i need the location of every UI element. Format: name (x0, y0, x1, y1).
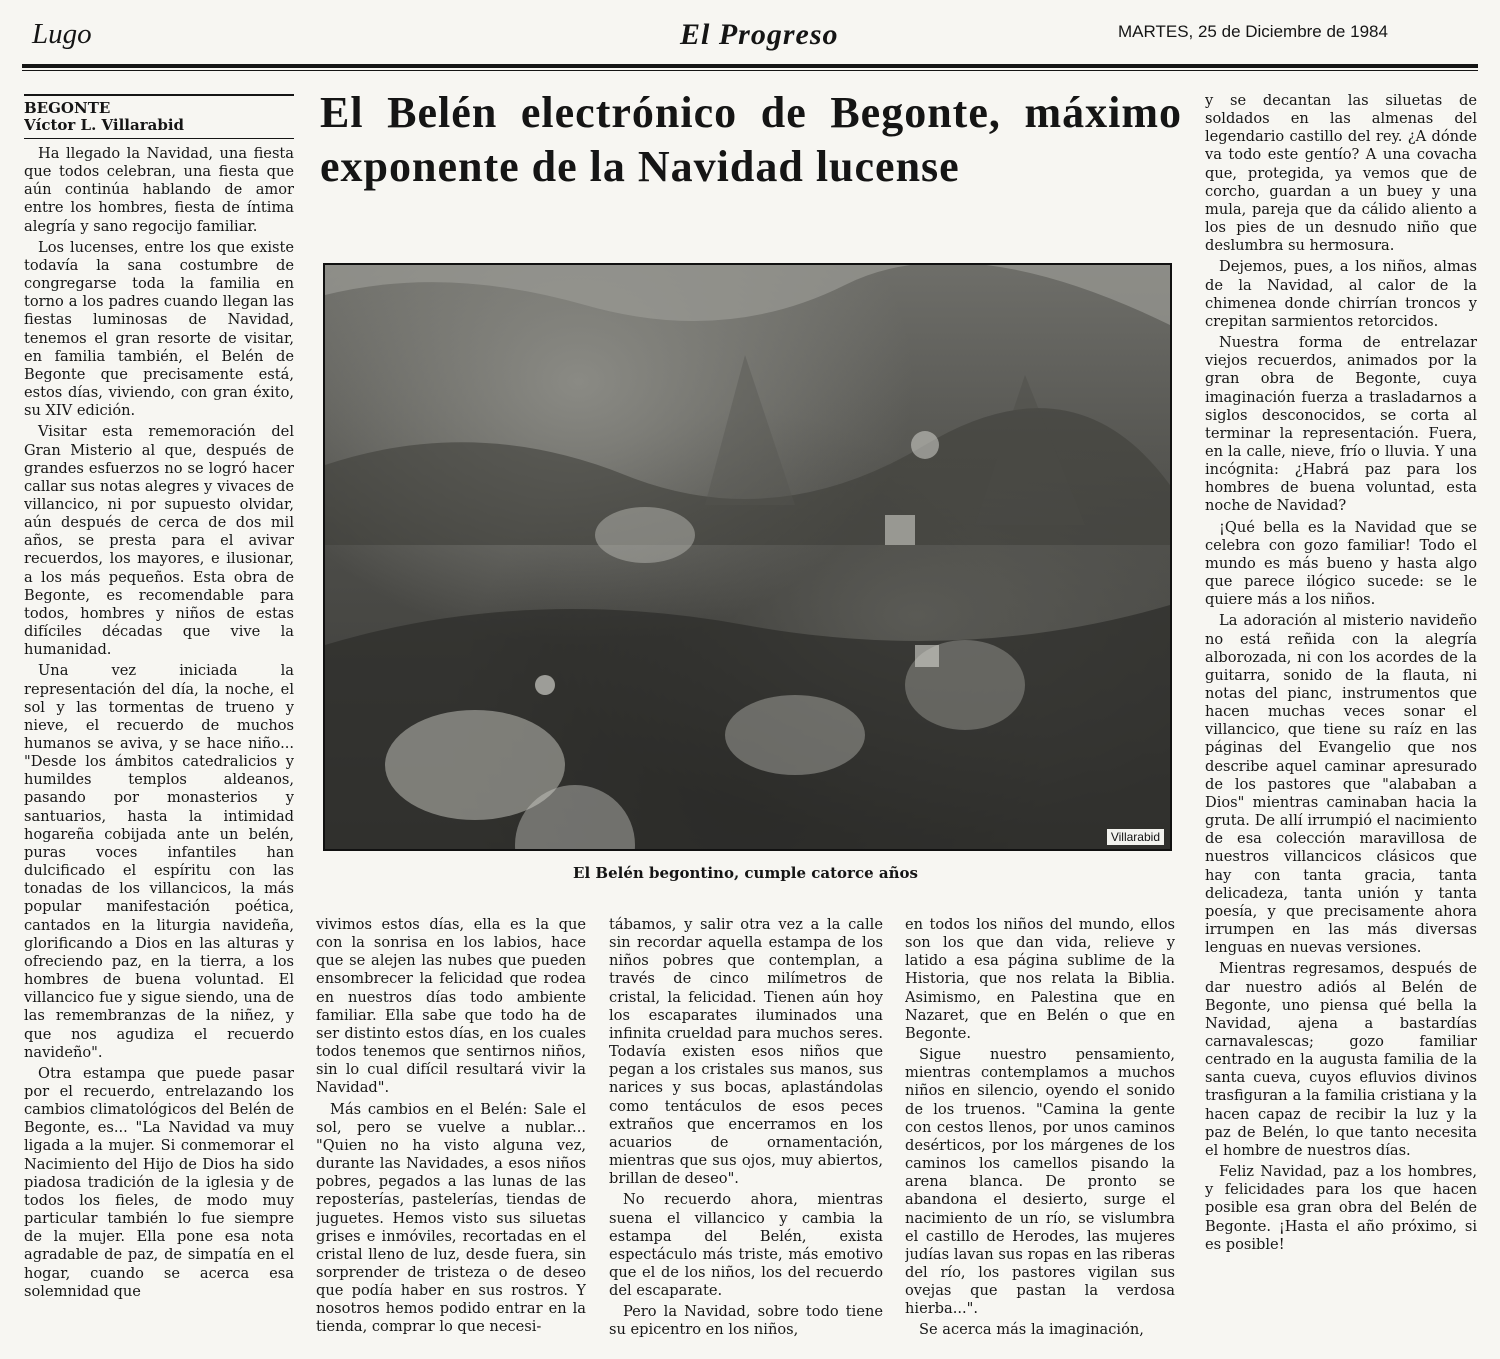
byline-rule-bottom (24, 138, 294, 139)
headline: El Belén electrónico de Begonte, máximo exponente de la Navidad lucense (320, 88, 1182, 191)
paragraph: en todos los niños del mundo, ellos son los que dan vida, relieve y latido a esa página sublime de la Historia, que nos relata la Biblia. Asimismo, en Palestina que en Nazaret, que en Belén o que en Begonte. (905, 916, 1175, 1042)
paragraph: La adoración al misterio navideño no está reñida con la alegría alborozada, ni con los acordes de la guitarra, sonido de la flauta, ni notas del pianc, instrumentos que hacen muchas veces sonar el villancico, que tiene su raíz en las páginas del Evangelio que nos describe aquel caminar apresurado de los pastores que "alababan a Dios" mientras caminaban hacia la gruta. De allí irrumpió el nacimiento de esa colección maravillosa de nuestros villancicos clásicos que hay con tanta gracia, tanta delicadeza, tanta unión y tanta poesía, y que precisamente ahora irrumpen en las más diversas lenguas en nuevas versiones. (1205, 612, 1477, 957)
paragraph: Nuestra forma de entrelazar viejos recuerdos, animados por la gran obra de Begonte, cuya imaginación fuerza a trasladarnos a siglos desconocidos, se corta al terminar la representación. Fuera, en la calle, nieve, frío o lluvia. Y una incógnita: ¿Habrá paz para los hombres de buena voluntad, esta noche de Navidad? (1205, 334, 1477, 515)
paragraph: Una vez iniciada la representación del día, la noche, el sol y las tormentas de trueno y nieve, el recuerdo de muchos humanos se aviva, y se hace niño... "Desde los ámbitos catedralicios y humildes templos aldeanos, pasando por monasterios y santuarios, hasta la intimidad hogareña cobijada ante un belén, puras voces infantiles han dulcificado el espíritu con las tonadas de los villancicos, la más popular manifestación poética, cantados en la liturgia navideña, glorificando a Dios en las alturas y ofreciendo paz, en la tierra, a los hombres de buena voluntad. El villancico fue y sigue siendo, una de las remembranzas de la niñez, y que nos agudiza el recuerdo navideño". (24, 662, 294, 1061)
paragraph: ¡Qué bella es la Navidad que se celebra con gozo familiar! Todo el mundo es más bueno y hasta algo que parece ilógico sucede: se le quiere más a los niños. (1205, 518, 1477, 609)
paragraph: y se decantan las siluetas de soldados en las almenas del legendario castillo del rey. ¿A dónde va todo este gentío? A una covacha que, protegida, ya vemos que de corcho, guardan a un buey y una mula, pareja que da cálido aliento a los pies de un desnudo niño que deslumbra su hermosura. (1205, 92, 1477, 255)
byline-rule (24, 94, 294, 96)
paragraph: Ha llegado la Navidad, una fiesta que todos celebran, una fiesta que aún continúa hablando de amor entre los hombres, fiesta de íntima alegría y sano regocijo familiar. (24, 145, 294, 235)
byline-author: Víctor L. Villarabid (24, 116, 185, 134)
photo-credit: Villarabid (1107, 829, 1164, 845)
paragraph: Otra estampa que puede pasar por el recuerdo, entrelazando los cambios climatológicos del Belén de Begonte, es... "La Navidad va muy ligada a la mujer. Si conmemorar el Nacimiento del Hijo de Dios ha sido piadosa tradición de la iglesia y de todos los fieles, de modo muy particular también lo fue siempre de la mujer. Ella pone esa nota agradable de paz, de simpatía en el hogar, cuando se acerca esa solemnidad que (24, 1064, 294, 1300)
paragraph: Más cambios en el Belén: Sale el sol, pero se vuelve a nublar... "Quien no ha visto alguna vez, durante las Navidades, a esos niños pobres, pegados a las lunas de las reposterías, pastelerías, tiendas de juguetes. Hemos visto sus siluetas grises e inmóviles, recortadas en el cristal lleno de luz, desde fuera, sin sorprender de tristeza o de deseo que podía haber en sus rostros. Y nosotros hemos podido entrar en la tienda, comprar lo que necesi- (316, 1100, 586, 1336)
column-4 (905, 916, 1175, 1359)
column-3 (609, 916, 883, 1359)
header-rule (22, 64, 1478, 68)
column-2 (316, 916, 586, 1359)
nativity-scene-photo (323, 263, 1172, 851)
paragraph: Visitar esta rememoración del Gran Misterio al que, después de grandes esfuerzos no se logró hacer callar sus notas alegres y vivaces de villancico, ni por supuesto olvidar, aún después de cerca de dos mil años, se presta para el avivar recuerdos, los mayores, e ilusionar, a los más pequeños. Esta obra de Begonte, es recomendable para todos, hombres y niños de estas difíciles décadas que vive la humanidad. (24, 423, 294, 659)
paragraph: vivimos estos días, ella es la que con la sonrisa en los labios, hace que se alejen las nubes que pueden ensombrecer la felicidad que rodea en nuestros días todo ambiente familiar. Ella sabe que todo ha de ser distinto estos días, en los cuales todos tenemos que sentirnos niños, sin lo cual difícil resultará vivir la Navidad". (316, 916, 586, 1097)
byline-place: BEGONTE (24, 99, 111, 117)
paragraph: Mientras regresamos, después de dar nuestro adiós al Belén de Begonte, uno piensa qué bella la Navidad, ajena a bastardías carnavalescas; gozo familiar centrado en la augusta familia de la santa cueva, cuyos efluvios divinos trasfiguran a la familia cristiana y la hacen capaz de recibir la luz y la paz de Belén, lo que tanto necesita el hombre de nuestros días. (1205, 960, 1477, 1159)
column-5 (1205, 92, 1477, 1359)
photo-caption: El Belén begontino, cumple catorce años (573, 864, 918, 882)
paragraph: Feliz Navidad, paz a los hombres, y felicidades para los que hacen posible esa gran obra del Belén de Begonte. ¡Hasta el año próximo, si es posible! (1205, 1163, 1477, 1253)
paragraph: Se acerca más la imaginación, (919, 1321, 1144, 1339)
header-rule-thin (22, 70, 1478, 71)
paragraph: Sigue nuestro pensamiento, mientras contemplamos a muchos niños en silencio, oyendo el sonido de los truenos. "Camina la gente con cestos llenos, por unos caminos desérticos, por los márgenes de los caminos los camellos pisando la arena blanca. De pronto se abandona el desierto, surge el nacimiento de un río, se vislumbra el castillo de Herodes, las mujeres judías lavan sus ropas en las riberas del río, los pastores vigilan sus ovejas que pastan la verdosa hierba...". (905, 1046, 1175, 1318)
section-label: Lugo (32, 18, 92, 50)
masthead-logo: El Progreso (680, 18, 839, 51)
paragraph: Dejemos, pues, a los niños, almas de la Navidad, al calor de la chimenea donde chirrían troncos y crepitan sarmientos retorcidos. (1205, 258, 1477, 330)
issue-date: MARTES, 25 de Diciembre de 1984 (1118, 22, 1388, 41)
paragraph: tábamos, y salir otra vez a la calle sin recordar aquella estampa de los niños pobres que contemplan, a través de cinco milímetros de cristal, la felicidad. Tienen aún hoy los escaparates iluminados una infinita crueldad para muchos seres. Todavía existen esos niños que pegan a los cristales sus manos, sus narices y sus bocas, aplastándolas como tentáculos de esos peces extraños que encerramos en los acuarios de ornamentación, mientras que sus ojos, muy abiertos, brillan de deseo". (609, 916, 883, 1188)
paragraph: Los lucenses, entre los que existe todavía la sana costumbre de congregarse toda la familia en torno a los padres cuando llegan las fiestas luminosas de Navidad, tenemos el gran resorte de visitar, en familia también, el Belén de Begonte que precisamente está, estos días, viviendo, con gran éxito, su XIV edición. (24, 238, 294, 420)
column-1 (24, 94, 294, 1359)
paragraph: No recuerdo ahora, mientras suena el villancico y cambia la estampa del Belén, exista espectáculo más triste, más emotivo que el de los niños, los del recuerdo del escaparate. (609, 1191, 883, 1300)
photo-texture (325, 265, 1170, 849)
byline (24, 100, 294, 134)
paragraph: Pero la Navidad, sobre todo tiene su epicentro en los niños, (609, 1303, 883, 1339)
